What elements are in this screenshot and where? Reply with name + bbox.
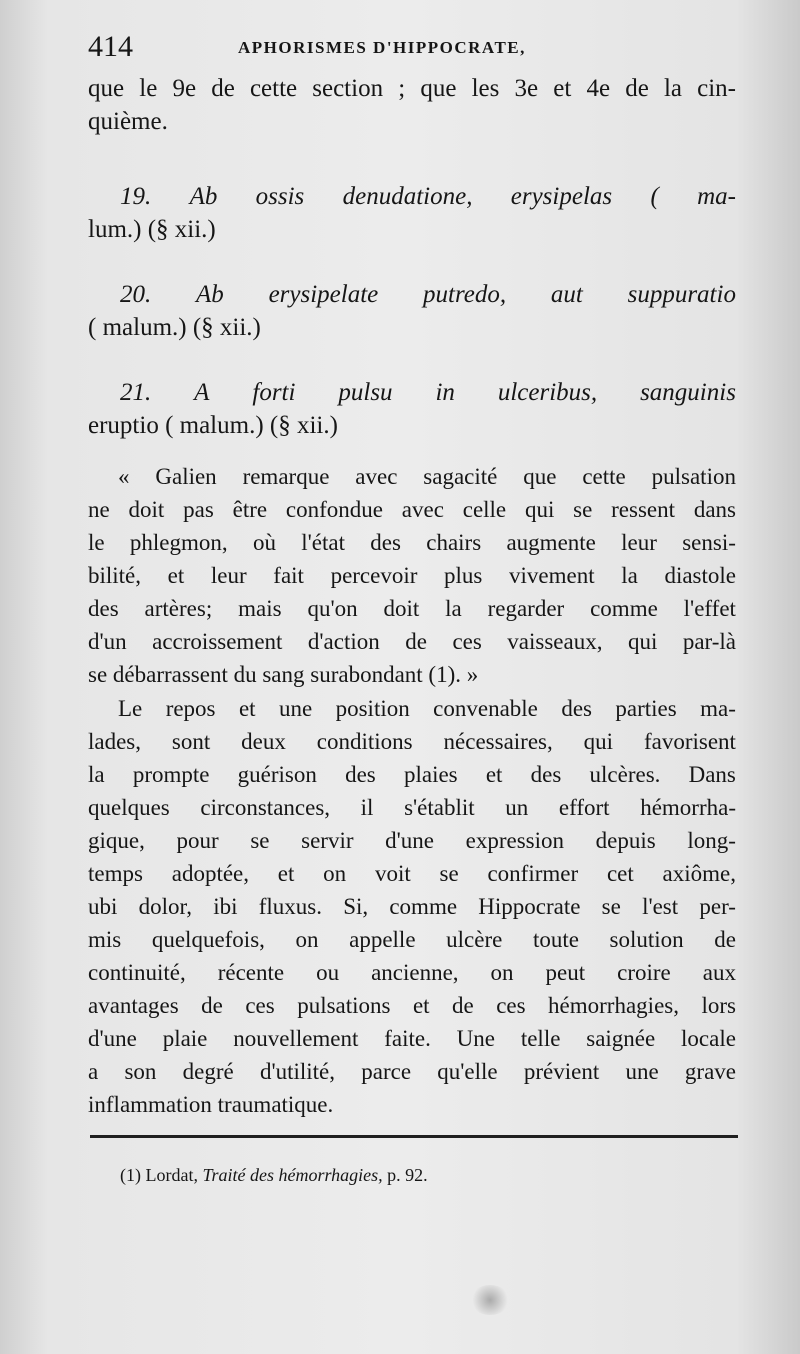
text-line: d'un accroissement d'action de ces vaisseaux, qui par-là (88, 629, 736, 654)
text-line: bilité, et leur fait percevoir plus vivement la diastole (88, 563, 736, 588)
footnote-author: Lordat, (145, 1165, 198, 1185)
aphorism-20 (88, 278, 736, 344)
page-number: 414 (88, 30, 133, 63)
aphorism-19 (88, 180, 736, 246)
main-paragraph (88, 692, 736, 1121)
running-title: APHORISMES D'HIPPOCRATE, (238, 38, 526, 57)
quote-paragraph (88, 460, 736, 691)
text-line: lum.) (§ xii.) (88, 216, 216, 243)
text-line: 21. A forti pulsu in ulceribus, sanguinis (120, 379, 736, 406)
text-line: la prompte guérison des plaies et des ulcères. Dans (88, 762, 736, 787)
text-line: des artères; mais qu'on doit la regarder comme l'effet (88, 596, 736, 621)
text-line: temps adoptée, et on voit se confirmer cet axiôme, (88, 861, 736, 886)
footnote-rule (90, 1135, 738, 1138)
footnote (120, 1165, 428, 1186)
footnote-marker: (1) (120, 1165, 141, 1185)
text-line: a son degré d'utilité, parce qu'elle prévient une grave (88, 1059, 736, 1084)
text-line: mis quelquefois, on appelle ulcère toute solution de (88, 927, 736, 952)
text-line: eruptio ( malum.) (§ xii.) (88, 412, 338, 439)
paragraph-continuation (88, 72, 736, 138)
text-line: 19. Ab ossis denudatione, erysipelas ( ma- (120, 183, 736, 210)
text-line: lades, sont deux conditions nécessaires, qui favorisent (88, 729, 736, 754)
text-line: continuité, récente ou ancienne, on peut croire aux (88, 960, 736, 985)
text-line: 20. Ab erysipelate putredo, aut suppuratio (120, 281, 736, 308)
text-line: que le 9e de cette section ; que les 3e et 4e de la cin- (88, 75, 736, 102)
text-line: quième. (88, 108, 168, 135)
aphorism-block (88, 72, 736, 464)
footnote-page: p. 92. (387, 1165, 428, 1185)
text-line: ubi dolor, ibi fluxus. Si, comme Hippocrate se l'est per- (88, 894, 736, 919)
text-line: Le repos et une position convenable des parties ma- (118, 696, 736, 721)
page-header (88, 30, 728, 70)
text-line: ne doit pas être confondue avec celle qui se ressent dans (88, 497, 736, 522)
text-line: inflammation traumatique. (88, 1092, 334, 1117)
text-line: ( malum.) (§ xii.) (88, 314, 261, 341)
text-line: gique, pour se servir d'une expression depuis long- (88, 828, 736, 853)
paper-smudge (470, 1285, 510, 1315)
text-line: d'une plaie nouvellement faite. Une telle saignée locale (88, 1026, 736, 1051)
text-line: quelques circonstances, il s'établit un effort hémorrha- (88, 795, 736, 820)
text-line: le phlegmon, où l'état des chairs augmente leur sensi- (88, 530, 736, 555)
text-line: se débarrassent du sang surabondant (1). » (88, 662, 479, 687)
text-line: « Galien remarque avec sagacité que cette pulsation (118, 464, 736, 489)
text-line: avantages de ces pulsations et de ces hémorrhagies, lors (88, 993, 736, 1018)
footnote-title: Traité des hémorrhagies, (202, 1165, 383, 1185)
aphorism-21 (88, 376, 736, 442)
